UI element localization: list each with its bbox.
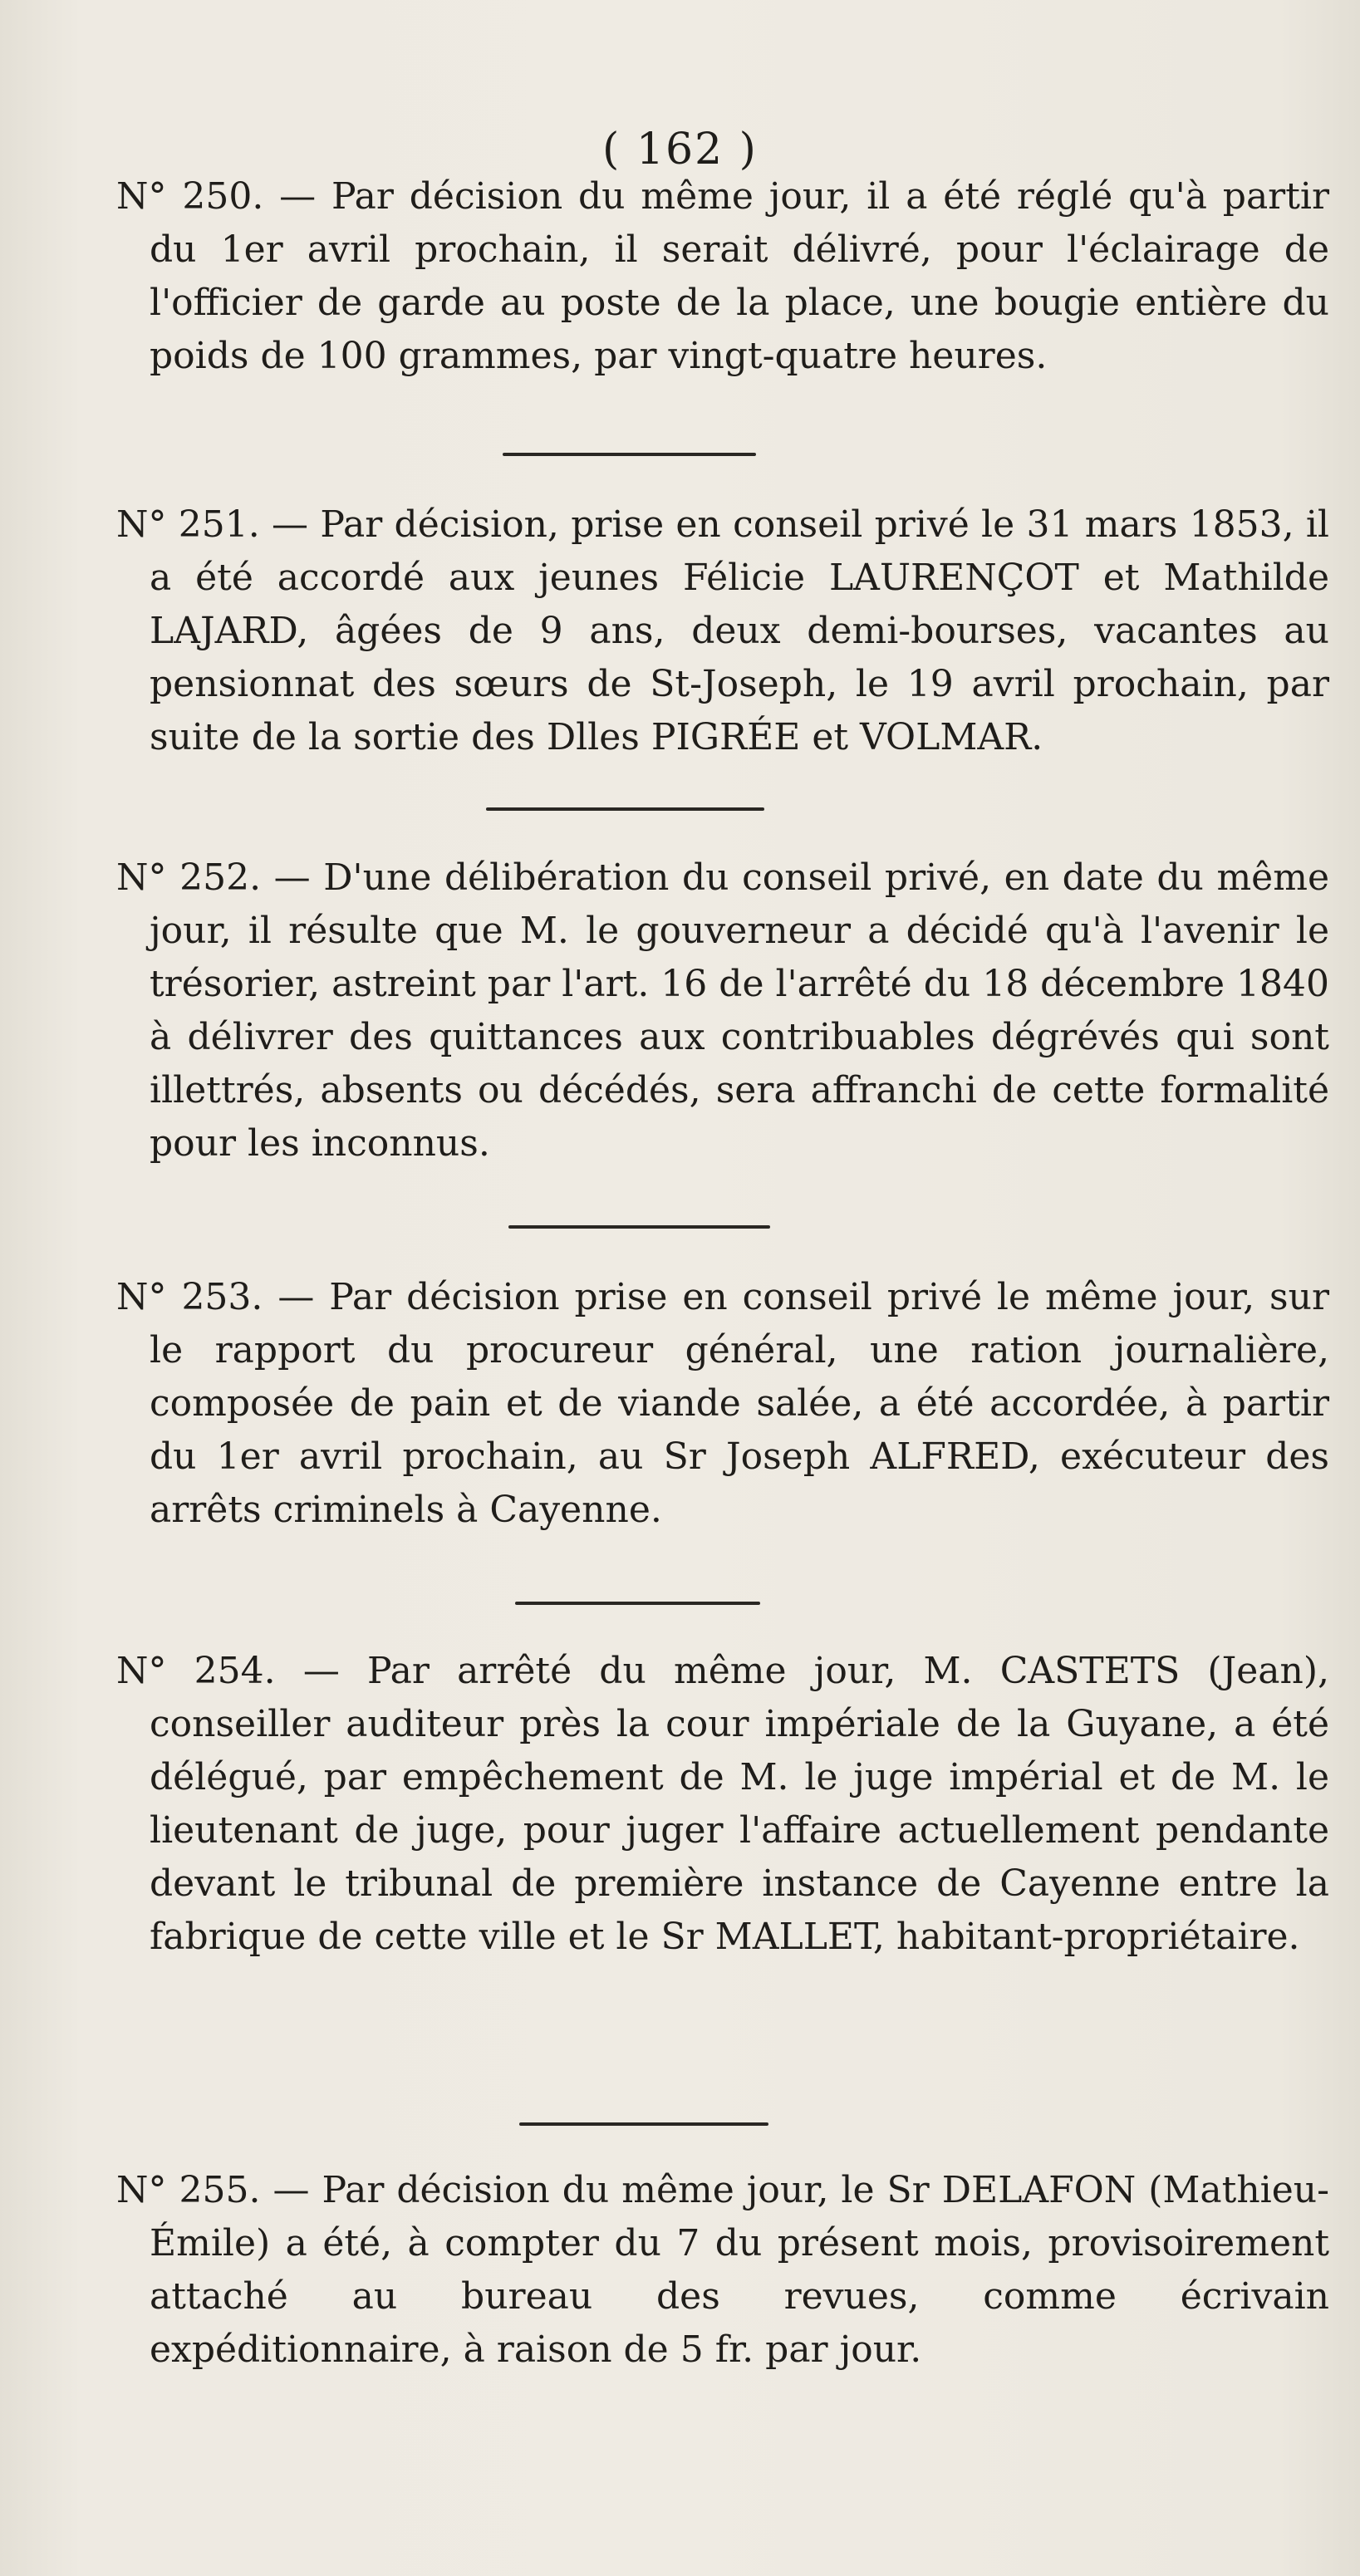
entry-text: — Par décision du même jour, il a été réglé qu'à partir du 1er avril prochain, il serait délivré, pour l'éclairage de l'officier de garde au poste de la place, une bougie entière du poids de 100 grammes, par vingt-quatre heures. bbox=[150, 175, 1329, 377]
entry-number: N° 252. bbox=[116, 856, 262, 899]
entry-number: N° 255. bbox=[116, 2169, 261, 2211]
entry-text: — Par arrêté du même jour, M. CASTETS (Jean), conseiller auditeur près la cour impériale de la Guyane, a été délégué, par empêchement de M. le juge impérial et de M. le lieutenant de juge, pour juger l'affaire actuellement pendante devant le tribunal de première instance de Cayenne entre la fabrique de cette ville et le Sr MALLET, habitant-propriétaire. bbox=[150, 1650, 1329, 1958]
divider bbox=[508, 1225, 770, 1229]
divider bbox=[503, 453, 756, 456]
entry-250 bbox=[116, 170, 1329, 383]
divider bbox=[486, 807, 764, 811]
entry-252 bbox=[116, 851, 1329, 1170]
entry-253 bbox=[116, 1271, 1329, 1537]
entry-number: N° 254. bbox=[116, 1650, 276, 1692]
entry-text: — Par décision, prise en conseil privé le 31 mars 1853, il a été accordé aux jeunes Félicie LAURENÇOT et Mathilde LAJARD, âgées de 9 ans, deux demi-bourses, vacantes au pensionnat des sœurs de St-Joseph, le 19 avril prochain, par suite de la sortie des Dlles PIGRÉE et VOLMAR. bbox=[150, 503, 1329, 758]
entry-text: — D'une délibération du conseil privé, en date du même jour, il résulte que M. le gouverneur a décidé qu'à l'avenir le trésorier, astreint par l'art. 16 de l'arrêté du 18 décembre 1840 à délivrer des quittances aux contribuables dégrévés qui sont illettrés, absents ou décédés, sera affranchi de cette formalité pour les inconnus. bbox=[150, 856, 1329, 1165]
entry-number: N° 250. bbox=[116, 175, 264, 218]
divider bbox=[519, 2122, 768, 2126]
entry-text: — Par décision du même jour, le Sr DELAFON (Mathieu-Émile) a été, à compter du 7 du présent mois, provisoirement attaché au bureau des revues, comme écrivain expéditionnaire, à raison de 5 fr. par jour. bbox=[150, 2169, 1329, 2371]
divider bbox=[515, 1602, 760, 1605]
entry-number: N° 253. bbox=[116, 1276, 263, 1318]
entry-254 bbox=[116, 1645, 1329, 1964]
entry-number: N° 251. bbox=[116, 503, 260, 546]
entry-text: — Par décision prise en conseil privé le même jour, sur le rapport du procureur général, une ration journalière, composée de pain et de viande salée, a été accordée, à partir du 1er avril prochain, au Sr Joseph ALFRED, exécuteur des arrêts criminels à Cayenne. bbox=[150, 1276, 1329, 1531]
entry-251 bbox=[116, 498, 1329, 764]
page-number: ( 162 ) bbox=[602, 125, 758, 174]
entry-255 bbox=[116, 2164, 1329, 2377]
